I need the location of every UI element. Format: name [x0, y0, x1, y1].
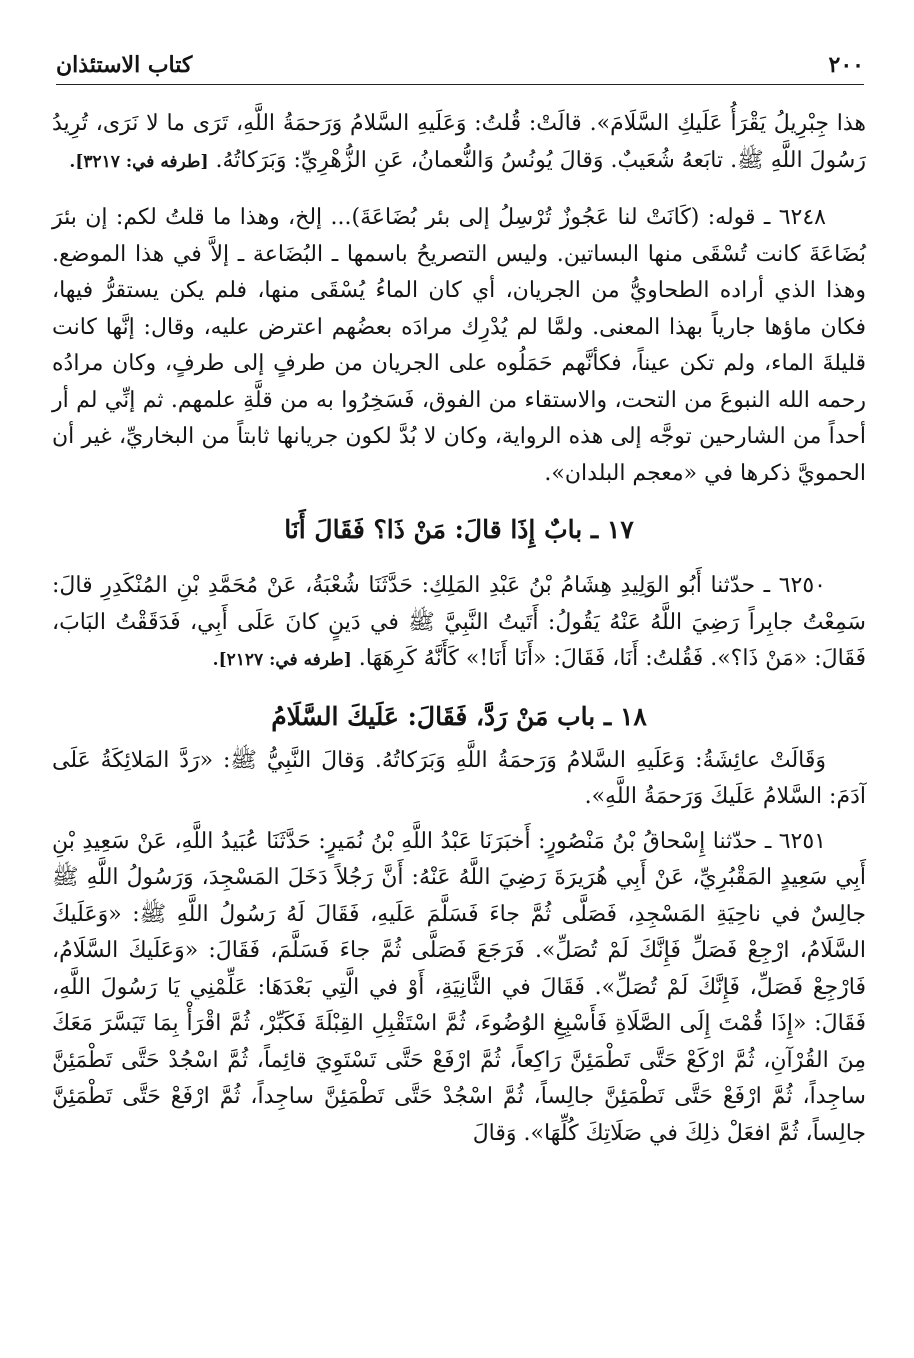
hadith-6251: ٦٢٥١ ـ حدّثنا إِسْحاقُ بْنُ مَنْصُورٍ: أَخبَرَنَا عَبْدُ اللَّهِ بْنُ نُمَيرٍ: حَدَّثَنَا عُبَيدُ اللَّهِ، عَنْ سَعِيدِ بْنِ أَبِي سَعِيدٍ المَقْبُرِيِّ، عَنْ أَبِي هُرَيرَةَ رَضِيَ اللَّهُ عَنْهُ: أَنَّ رَجُلاً دَخَلَ المَسْجِدَ، وَرَسُولُ اللَّهِ ﷺ جالِسٌ في ناحِيَةِ المَسْجِدِ، فَصَلَّى ثُمَّ جاءَ فَسَلَّمَ عَلَيهِ، فَقَالَ لَهُ رَسُولُ اللَّهِ ﷺ: «وَعَلَيكَ السَّلَامُ، ارْجِعْ فَصَلِّ فَإِنَّكَ لَمْ تُصَلِّ». فَرَجَعَ فَصَلَّى ثُمَّ جاءَ فَسَلَّمَ، فَقَالَ: «وَعَلَيكَ السَّلَامُ، فَارْجِعْ فَصَلِّ، فَإِنَّكَ لَمْ تُصَلِّ». فَقَالَ في الثَّانِيَةِ، أَوْ في الَّتِي بَعْدَهَا: عَلِّمْنِي يَا رَسُولَ اللَّهِ، فَقَالَ: «إِذَا قُمْتَ إِلَى الصَّلَاةِ فَأَسْبِغِ الوُضُوءَ، ثُمَّ اسْتَقْبِلِ القِبْلَةَ فَكَبِّرْ، ثُمَّ اقْرَأْ بِمَا تَيَسَّرَ مَعَكَ مِنَ القُرْآنِ، ثُمَّ ارْكَعْ حَتَّى تَطْمَئِنَّ رَاكِعاً، ثُمَّ ارْفَعْ حَتَّى تَسْتَوِيَ قائِماً، ثُمَّ اسْجُدْ حَتَّى تَطْمَئِنَّ ساجِداً، ثُمَّ ارْفَعْ حَتَّى تَطْمَئِنَّ جالِساً، ثُمَّ اسْجُدْ حَتَّى تَطْمَئِنَّ ساجِداً، ثُمَّ ارْفَعْ حَتَّى تَطْمَئِنَّ جالِساً، ثُمَّ افعَلْ ذلِكَ في صَلَاتِكَ كُلِّهَا». وَقالَ — [52, 828, 866, 1146]
book-title: كتاب الاستئذان — [56, 52, 193, 78]
page-content — [52, 106, 866, 1152]
hadith-6250 — [52, 568, 866, 679]
cross-reference: [طرفه في: ٢١٢٧]. — [212, 650, 352, 670]
commentary-paragraph: ٦٢٤٨ ـ قوله: (كَانَتْ لنا عَجُوزٌ تُرْسِلُ إلى بئر بُضَاعَةَ)... إلخ، وهذا ما قلتُ لكم: إن بئرَ بُضَاعَةَ كانت تُسْقَى منها البساتين. وليس التصريحُ باسمها ـ البُضَاعة ـ إلاَّ في هذا الموضع. وهذا الذي أراده الطحاويُّ من الجريان، أي كان الماءُ يُسْقَى منها، فلم يكن يستقرُّ فيها، فكان ماؤها جارياً بهذا المعنى. ولمَّا لم يُدْرِك مرادَه بعضُهم اعترض عليه، وقال: إنَّها كانت قليلةَ الماء، ولم تكن عيناً، فكأنَّهم حَمَلُوه على الجريان من طرفٍ إلى طرفٍ، وكان مرادُه رحمه الله النبوعَ من التحت، والاستقاء من الفوق، فَسَخِرُوا به من قلَّةِ علمهم. ثم إنِّي لم أر أحداً من الشارحين توجَّه إلى هذه الرواية، وكان لا بُدَّ لكون جريانها ثابتاً من البخاريِّ، غير أن الحمويَّ ذكرها في «معجم البلدان». — [52, 205, 866, 486]
cross-reference: [طرفه في: ٣٢١٧]. — [69, 151, 209, 172]
hadith-continuation-text: هذا جِبْرِيلُ يَقْرَأُ عَلَيكِ السَّلَامَ». قالَتْ: قُلتُ: وَعَلَيهِ السَّلامُ وَرَحمَةُ اللَّهِ، تَرَى ما لا نَرَى، تُرِيدُ رَسُولَ اللَّهِ ﷺ. تابَعهُ شُعَيبٌ. وَقالَ يُونُسُ وَالنُّعمانُ، عَنِ الزُّهْرِيِّ: وَبَرَكاتُهُ. — [52, 111, 866, 173]
hadith-6250-text: ٦٢٥٠ ـ حدّثنا أَبُو الوَلِيدِ هِشَامُ بْنُ عَبْدِ المَلِكِ: حَدَّثَنَا شُعْبَةُ، عَنْ مُحَمَّدِ بْنِ المُنْكَدِرِ قالَ: سَمِعْتُ جابِراً رَضِيَ اللَّهُ عَنْهُ يَقُولُ: أَتَيتُ النَّبِيَّ ﷺ في دَينٍ كانَ عَلَى أَبِي، فَدَقَقْتُ البَابَ، فَقَالَ: «مَنْ ذَا؟». فَقُلتُ: أَنَا، فَقَالَ: «أَنَا أَنَا!» كَأَنَّهُ كَرِهَهَا. — [52, 573, 866, 671]
chapter-18-intro: وَقَالَتْ عائِشَةُ: وَعَلَيهِ السَّلامُ وَرَحمَةُ اللَّهِ وَبَرَكاتُهُ. وَقالَ النَّبِيُّ ﷺ: «رَدَّ المَلائِكَةُ عَلَى آدَمَ: السَّلامُ عَلَيكَ وَرَحمَةُ اللَّهِ». — [52, 747, 866, 809]
hadith-continuation — [52, 106, 866, 180]
chapter-heading-18: ١٨ ـ باب مَنْ رَدَّ، فَقَالَ: عَلَيكَ السَّلَامُ — [271, 701, 647, 731]
page-header — [56, 50, 864, 85]
page-number: ٢٠٠ — [828, 52, 864, 78]
chapter-heading-17: ١٧ ـ بابٌ إِذَا قالَ: مَنْ ذَا؟ فَقَالَ أَنَا — [284, 515, 634, 544]
